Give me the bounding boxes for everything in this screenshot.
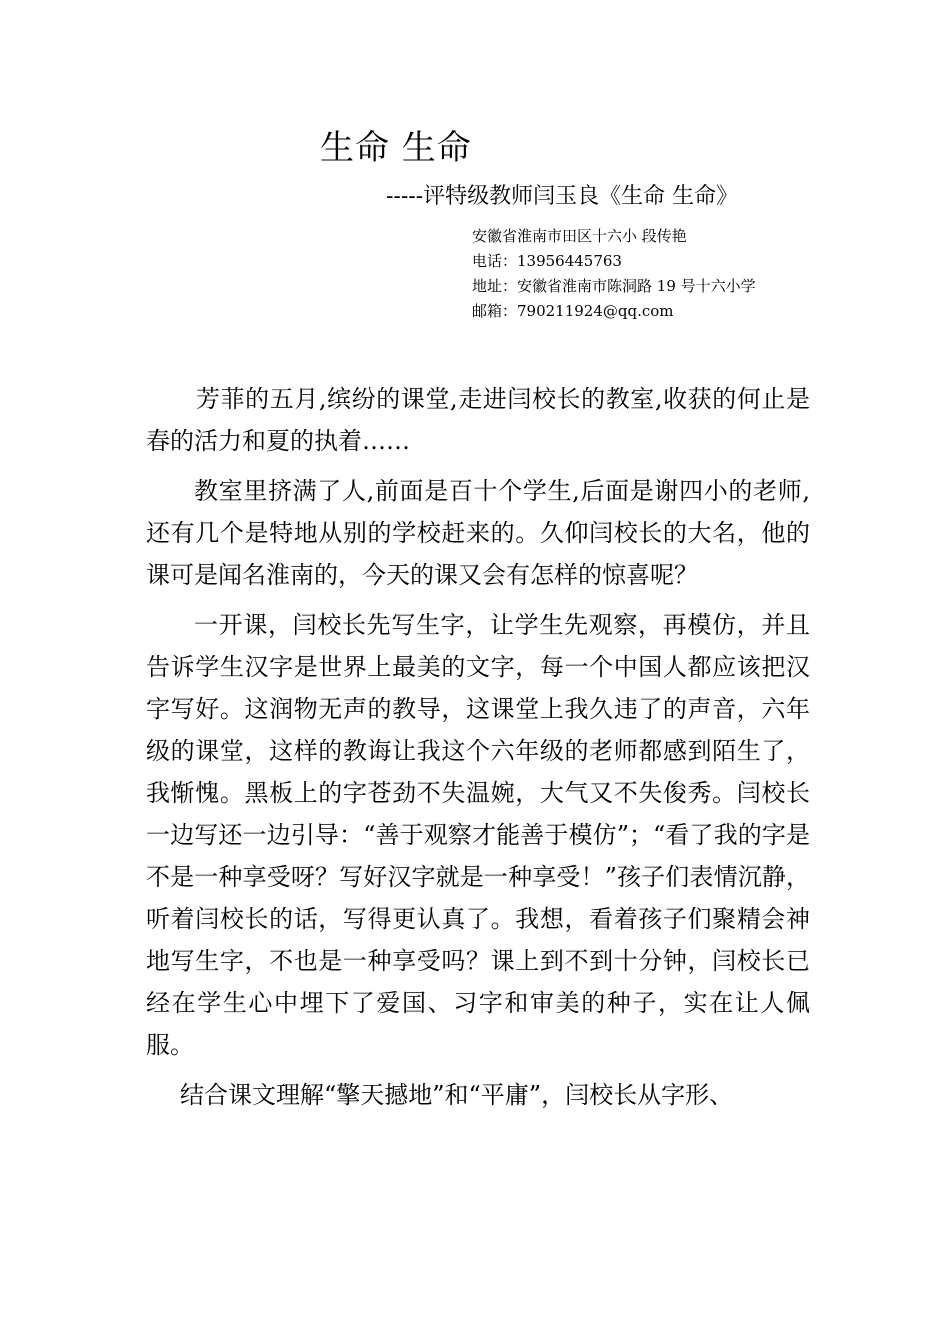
article-body bbox=[146, 378, 810, 1124]
document-title: 生命 生命 bbox=[320, 128, 472, 168]
paragraph-2: 教室里挤满了人,前面是百十个学生,后面是谢四小的老师,还有几个是特地从别的学校赶来的。久仰闫校长的大名，他的课可是闻名淮南的，今天的课又会有怎样的惊喜呢？ bbox=[146, 477, 810, 589]
paragraph-1: 芳菲的五月,缤纷的课堂,走进闫校长的教室,收获的何止是春的活力和夏的执着…… bbox=[146, 385, 810, 455]
email-line: 邮箱：790211924@qq.com bbox=[472, 302, 674, 320]
author-line: 安徽省淮南市田区十六小 段传艳 bbox=[472, 227, 687, 245]
paragraph-3: 一开课，闫校长先写生字，让学生先观察，再模仿，并且告诉学生汉字是世界上最美的文字，每一个中国人都应该把汉字写好。这润物无声的教导，这课堂上我久违了的声音，六年级的课堂，这样的教诲让我这个六年级的老师都感到陌生了，我惭愧。黑板上的字苍劲不失温婉，大气又不失俊秀。闫校长一边写还一边引导：“善于观察才能善于模仿”；“看了我的字是不是一种享受呀？写好汉字就是一种享受！”孩子们表情沉静，听着闫校长的话，写得更认真了。我想，看着孩子们聚精会神地写生字，不也是一种享受吗？课上到不到十分钟，闫校长已经在学生心中埋下了爱国、习字和审美的种子，实在让人佩服。 bbox=[146, 611, 810, 1059]
paragraph-4: 结合课文理解“擎天撼地”和“平庸”，闫校长从字形、 bbox=[180, 1081, 734, 1109]
address-line: 地址：安徽省淮南市陈洞路 19 号十六小学 bbox=[472, 277, 756, 295]
document-subtitle: -----评特级教师闫玉良《生命 生命》 bbox=[386, 184, 739, 209]
phone-line: 电话：13956445763 bbox=[472, 252, 622, 270]
author-contact-block bbox=[472, 224, 756, 324]
